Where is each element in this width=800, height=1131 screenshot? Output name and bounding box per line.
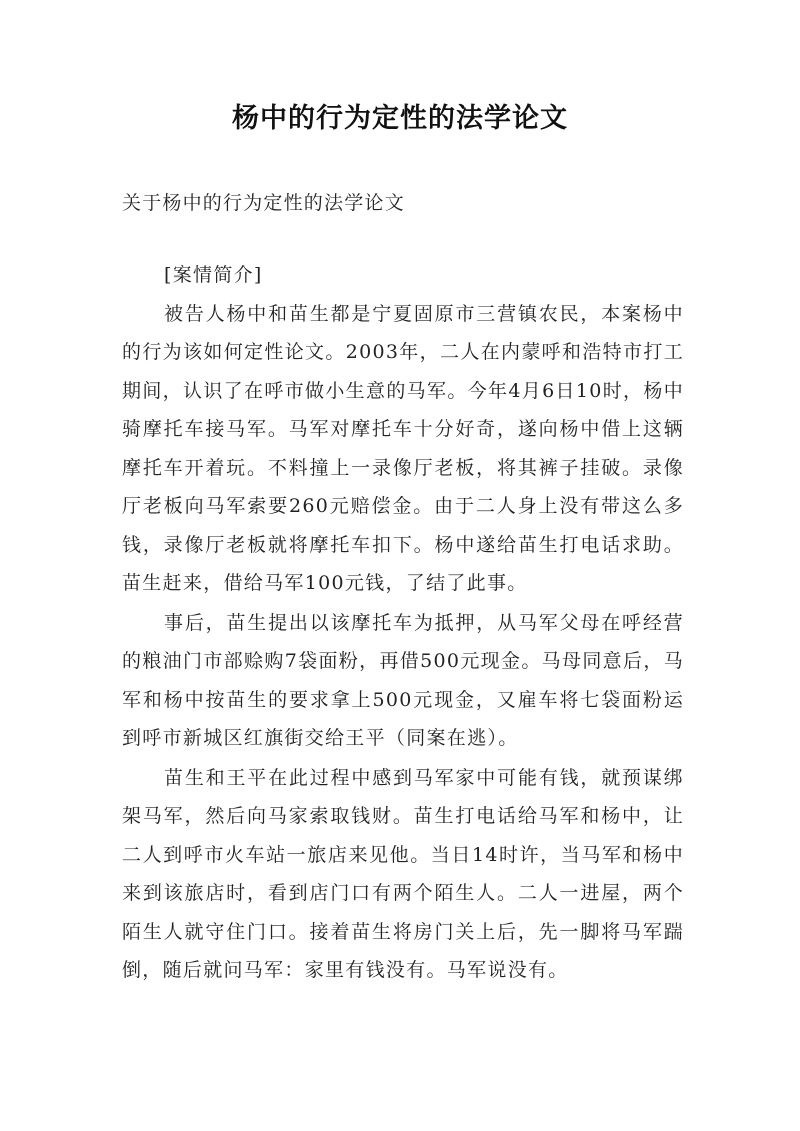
document-body bbox=[122, 256, 684, 991]
paragraph: 事后，苗生提出以该摩托车为抵押，从马军父母在呼经营的粮油门市部赊购7袋面粉，再借500元现金。马母同意后，马军和杨中按苗生的要求拿上500元现金，又雇车将七袋面粉运到呼市新城区红旗街交给王平（同案在逃）。 bbox=[122, 611, 684, 749]
paragraph: 苗生和王平在此过程中感到马军家中可能有钱，就预谋绑架马军，然后向马家索取钱财。苗生打电话给马军和杨中，让二人到呼市火车站一旅店来见他。当日14时许，当马军和杨中来到该旅店时，看到店门口有两个陌生人。二人一进屋，两个陌生人就守住门口。接着苗生将房门关上后，先一脚将马军踹倒，随后就问马军：家里有钱没有。马军说没有。 bbox=[122, 766, 684, 981]
paragraph: 被告人杨中和苗生都是宁夏固原市三营镇农民，本案杨中的行为该如何定性论文。2003年，二人在内蒙呼和浩特市打工期间，认识了在呼市做小生意的马军。今年4月6日10时，杨中骑摩托车接马军。马军对摩托车十分好奇，遂向杨中借上这辆摩托车开着玩。不料撞上一录像厅老板，将其裤子挂破。录像厅老板向马军索要260元赔偿金。由于二人身上没有带这么多钱，录像厅老板就将摩托车扣下。杨中遂给苗生打电话求助。苗生赶来，借给马军100元钱，了结了此事。 bbox=[122, 302, 684, 594]
document-subtitle: 关于杨中的行为定性的法学论文 bbox=[122, 192, 405, 214]
document-title: 杨中的行为定性的法学论文 bbox=[232, 103, 568, 134]
section-heading: [案情简介] bbox=[164, 264, 263, 286]
